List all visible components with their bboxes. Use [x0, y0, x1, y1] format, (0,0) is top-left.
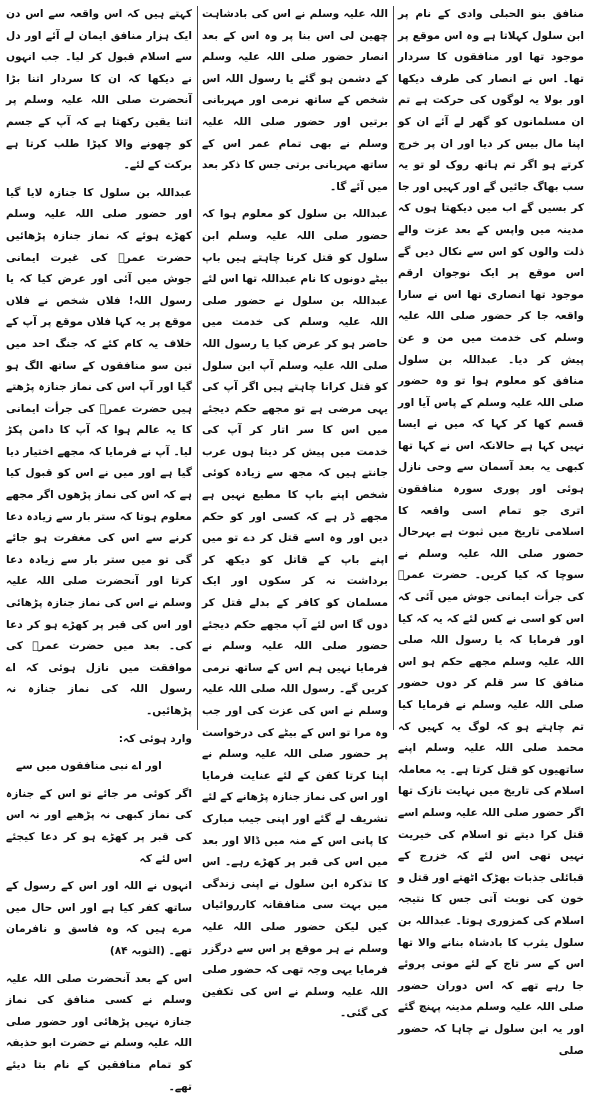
column-middle	[202, 4, 388, 1020]
column-divider-right	[393, 6, 394, 730]
column-left-closing: اس کے بعد آنحضرت صلی اللہ علیہ وسلم نے کسی منافق کی نماز جنازہ نہیں پڑھائی اور حضور صلی اللہ علیہ وسلم نے حضرت ابو حذیفہ کو تمام منافقین کے نام بتا دیئے تھے۔	[6, 972, 192, 1093]
quote-line-1: اور اے نبی منافقوں میں سے	[16, 760, 162, 773]
column-right	[398, 4, 584, 1057]
quote-line-2: اگر کوئی مر جائے تو اس کے جنازہ کی نماز کبھی نہ پڑھیے اور نہ اس کی قبر پر کھڑے ہو کر دعا کیجئے اس لئے کہ	[6, 787, 192, 865]
column-middle-paragraph-2: عبداللہ بن سلول کو معلوم ہوا کہ حضور صلی اللہ علیہ وسلم ابن سلول کو قتل کرنا چاہتے ہیں باپ بیٹے دونوں کا نام عبداللہ تھا اس لئے عبداللہ بن سلول نے حضور صلی اللہ علیہ وسلم کی خدمت میں حاضر ہو کر عرض کیا یا رسول اللہ صلی اللہ علیہ وسلم آپ ابن سلول کو قتل کرانا چاہتے ہیں اگر آپ کی یہی مرضی ہے تو مجھے حکم دیجئے میں اس کا سر اتار کر آپ کی خدمت میں پیش کر دیتا ہوں عرب جانتے ہیں کہ مجھ سے زیادہ کوئی شخص اپنے باپ کا مطیع نہیں ہے مجھے ڈر ہے کہ کسی اور کو حکم دیں اور وہ اسے قتل کر دے تو میں اپنے باپ کے قاتل کو دیکھ کر برداشت نہ کر سکوں اور ایک مسلمان کو کافر کے بدلے قتل کر دوں گا اس لئے آپ مجھے حکم دیجئے حضور صلی اللہ علیہ وسلم نے فرمایا نہیں ہم اس کے ساتھ نرمی کریں گے۔ رسول اللہ صلی اللہ علیہ وسلم نے اس کی عزت کی اور جب وہ مرا تو اس کے بیٹے کی درخواست پر حضور صلی اللہ علیہ وسلم نے اپنا کرتا کفن کے لئے عنایت فرمایا اور اس کی نماز جنازہ پڑھانے کے لئے تشریف لے گئے اور اپنی جیب مبارک کا پانی اس کے منہ میں ڈالا اور بعد میں اس کی قبر پر کھڑے رہے۔ اس کا تذکرہ ابن سلول نے اپنی زندگی میں بہت سی منافقانہ کارروائیاں کیں لیکن حضور صلی اللہ علیہ وسلم نے ہر موقع پر اس سے درگزر فرمایا یہی وجہ تھی کہ حضور صلی اللہ علیہ وسلم نے اس کی تکفین کی گئی۔	[202, 208, 388, 1020]
column-left	[6, 4, 192, 1093]
column-left-paragraph-2: عبداللہ بن سلول کا جنازہ لایا گیا اور حضور صلی اللہ علیہ وسلم کھڑے ہوئے کہ نماز جنازہ پڑھائیں حضرت عمرؓ کی غیرت ایمانی جوش میں آئی اور عرض کیا کہ یا رسول اللہ! فلاں شخص نے فلاں موقع پر یہ کہا فلاں موقع پر آپ کے خلاف یہ کام کئے کہ جنگ احد میں تین سو منافقوں کے ساتھ الگ ہو گیا اور آپ اس کی نماز جنازہ پڑھتے ہیں حضرت عمرؓ کی جرأت ایمانی کا یہ عالم ہوا کہ آپ کا دامن پکڑ لیا۔ آپ نے فرمایا کہ مجھے اختیار دیا گیا ہے اور میں نے اس کو قبول کیا ہے کہ اس کی نماز پڑھوں اگر مجھے معلوم ہوتا کہ ستر بار سے زیادہ دعا کرنے سے اس کی مغفرت ہو جائے گی تو میں ستر بار سے زیادہ دعا کرتا اور آنحضرت صلی اللہ علیہ وسلم نے اس کی نماز جنازہ پڑھائی اور اس کی قبر پر کھڑے ہو کر دعا کی۔ بعد میں حضرت عمرؓ کی موافقت میں نازل ہوئی کہ اے رسول اللہ کی نماز جنازہ نہ پڑھائیں۔	[6, 186, 192, 717]
column-middle-paragraph-1: اللہ علیہ وسلم نے اس کی بادشاہت چھین لی اس بنا پر وہ اس کے بعد انصار حضور صلی اللہ علیہ وسلم کے دشمن ہو گئے یا رسول اللہ اس شخص کے ساتھ نرمی اور مہربانی برتیں اور حضور صلی اللہ علیہ وسلم نے بھی تمام عمر اس کے ساتھ مہربانی برتی جس کا ذکر بعد میں آئے گا۔	[202, 8, 388, 193]
column-divider-left	[197, 6, 198, 730]
column-left-paragraph-1: کہتے ہیں کہ اس واقعہ سے اس دن ایک ہزار منافق ایمان لے آئے اور دل سے اسلام قبول کر لیا۔ جب انہوں نے دیکھا کہ ان کا سردار اتنا بڑا آنحضرت صلی اللہ علیہ وسلم پر اتنا یقین رکھتا ہے کہ آپ کے جسم کو چھونے والا کپڑا طلب کرتا ہے برکت کے لئے۔	[6, 8, 192, 172]
quote-line-3: انہوں نے اللہ اور اس کے رسول کے ساتھ کفر کیا ہے اور اس حال میں مرے ہیں کہ وہ فاسق و نافرمان تھے۔ (التوبہ ۸۴)	[6, 880, 192, 957]
column-right-paragraph-1: منافق بنو الحبلی وادی کے نام پر ابن سلول کہلاتا ہے وہ اس موقع پر موجود تھا اور منافقوں کا سردار تھا۔ اس نے انصار کی طرف دیکھا اور بولا یہ لوگوں کی حرکت ہے تم ان مسلمانوں کو گھر لے آئے ان کو اپنا مال بیس کر دیا اور ان پر خرچ کرتے ہو اگر تم ہاتھ روک لو تو یہ سب بھاگ جائیں گے اور کہیں اور جا کر بسیں گے اب میں دیکھتا ہوں کہ مدینہ میں واپس کے بعد عزت والے ذلت والوں کو اس سے نکال دیں گے اس موقع پر ایک نوجوان ارقم موجود تھا انصاری تھا اس نے سارا واقعہ جا کر حضور صلی اللہ علیہ وسلم کی خدمت میں من و عن پیش کر دیا۔ عبداللہ بن سلول منافق کو معلوم ہوا تو وہ حضور صلی اللہ علیہ وسلم کے پاس آیا اور قسم کھا کر کہا کہ میں نے ایسا نہیں کہا ہے حالانکہ اس نے کہا تھا کبھی یہ بعد آسمان سے وحی نازل ہوئی اور پوری سورہ منافقون اتری جو تمام اسی واقعہ کا اسلامی تاریخ میں ثبوت ہے بہرحال حضور صلی اللہ علیہ وسلم نے سوچا کہ کیا کریں۔ حضرت عمرؓ کی جرأت ایمانی جوش میں آئی کہ اس کو اسی نے کس لئے کہ یہ کہ کیا اور فرمایا کہ یا رسول اللہ صلی اللہ علیہ وسلم مجھے حکم ہو اس منافق کا سر قلم کر دوں حضور صلی اللہ علیہ وسلم نے فرمایا کیا تم چاہتے ہو کہ لوگ یہ کہیں کہ محمد صلی اللہ علیہ وسلم اپنے ساتھیوں کو قتل کرتا ہے۔ یہ معاملہ اسلام کی تاریخ میں نہایت نازک تھا اگر حضور صلی اللہ علیہ وسلم اسے قتل کرا دیتے تو اسلام کی خیریت نہیں تھی اس لئے کہ خزرج کے قبائلی جذبات بھڑک اٹھتے اور قتل و خون کی نوبت آتی جس کا نتیجہ اسلام کی کمزوری ہوتا۔ عبداللہ بن سلول یثرب کا بادشاہ بنانے والا تھا اس کے سر تاج کے لئے موتی پروئے جا رہے تھے کہ اس دوران حضور صلی اللہ علیہ وسلم مدینہ پہنچ گئے اور یہ ابن سلول نے چاہا کہ حضور صلی	[398, 8, 584, 1057]
quote-intro: وارد ہوئی کہ:	[118, 732, 192, 745]
